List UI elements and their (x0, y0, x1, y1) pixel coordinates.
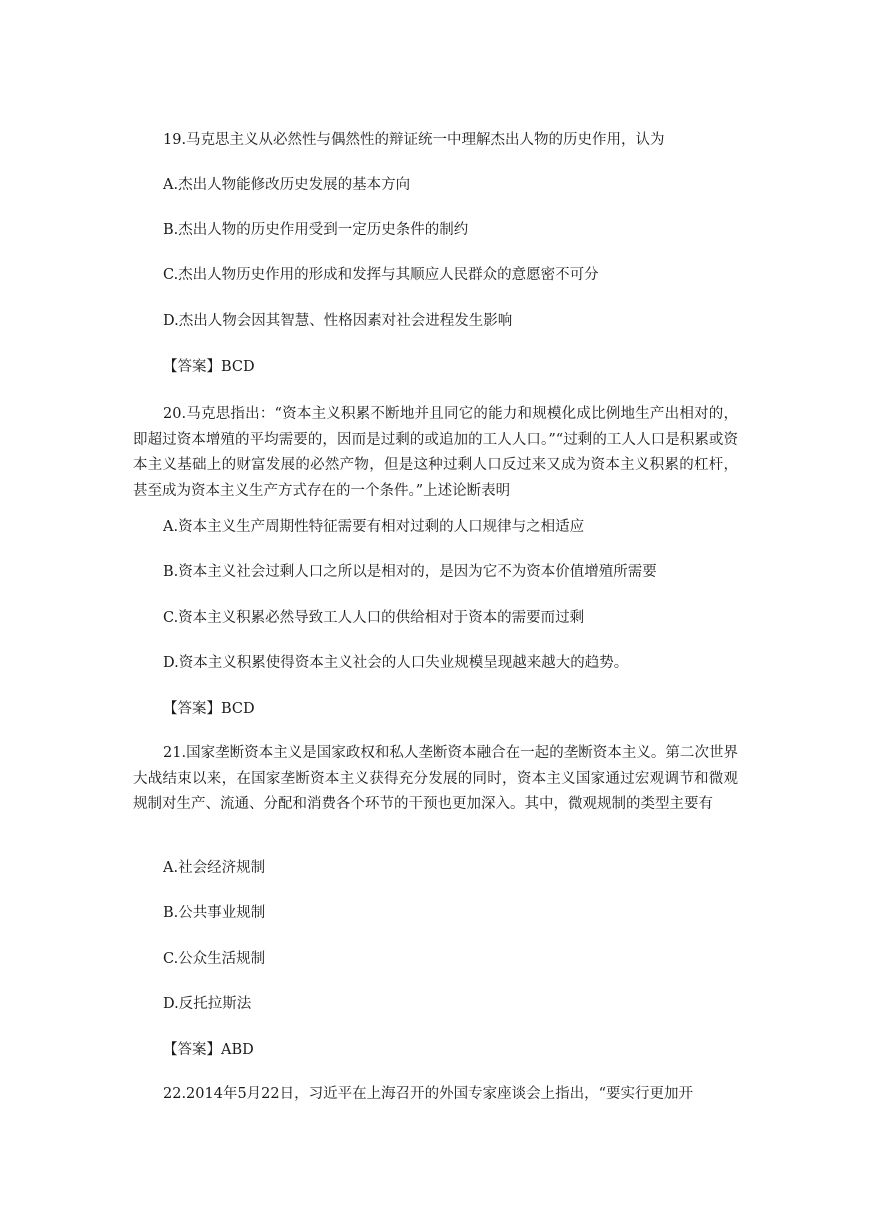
question-19-option-b: B.杰出人物的历史作用受到一定历史条件的制约 (163, 222, 469, 238)
question-19-option-a: A.杰出人物能修改历史发展的基本方向 (163, 177, 411, 193)
question-21-stem: 21.国家垄断资本主义是国家政权和私人垄断资本融合在一起的垄断资本主义。第二次世界大战结束以来，在国家垄断资本主义获得充分发展的同时，资本主义国家通过宏观调节和微观规制对生产、流通、分配和消费各个环节的干预也更加深入。其中，微观规制的类型主要有 (133, 745, 738, 812)
question-19-option-c: C.杰出人物历史作用的形成和发挥与其顺应人民群众的意愿密不可分 (163, 267, 599, 283)
question-19-stem: 19.马克思主义从必然性与偶然性的辩证统一中理解杰出人物的历史作用，认为 (163, 132, 665, 148)
question-20-option-c: C.资本主义积累必然导致工人人口的供给相对于资本的需要而过剩 (163, 610, 585, 626)
question-21-option-d: D.反托拉斯法 (163, 996, 252, 1012)
question-21-option-b: B.公共事业规制 (163, 905, 266, 921)
question-19-answer: 【答案】BCD (163, 359, 255, 375)
question-21-answer: 【答案】ABD (163, 1042, 254, 1058)
question-20-option-b: B.资本主义社会过剩人口之所以是相对的，是因为它不为资本价值增殖所需要 (163, 564, 657, 580)
question-22-stem: 22.2014年5月22日，习近平在上海召开的外国专家座谈会上指出，“要实行更加开 (163, 1086, 694, 1102)
question-20-option-d: D.资本主义积累使得资本主义社会的人口失业规模呈现越来越大的趋势。 (163, 655, 629, 671)
question-21-option-c: C.公众生活规制 (163, 951, 266, 967)
question-21-option-a: A.社会经济规制 (163, 860, 266, 876)
question-19-option-d: D.杰出人物会因其智慧、性格因素对社会进程发生影响 (163, 313, 513, 329)
question-20-stem: 20.马克思指出：“资本主义积累不断地并且同它的能力和规模化成比例地生产出相对的，即超过资本增殖的平均需要的，因而是过剩的或追加的工人人口。”“过剩的工人人口是积累或资本主义基础上的财富发展的必然产物，但是这种过剩人口反过来又成为资本主义积累的杠杆，甚至成为资本主义生产方式存在的一个条件。”上述论断表明 (133, 406, 738, 499)
question-20-option-a: A.资本主义生产周期性特征需要有相对过剩的人口规律与之相适应 (163, 519, 585, 535)
question-20-answer: 【答案】BCD (163, 701, 255, 717)
